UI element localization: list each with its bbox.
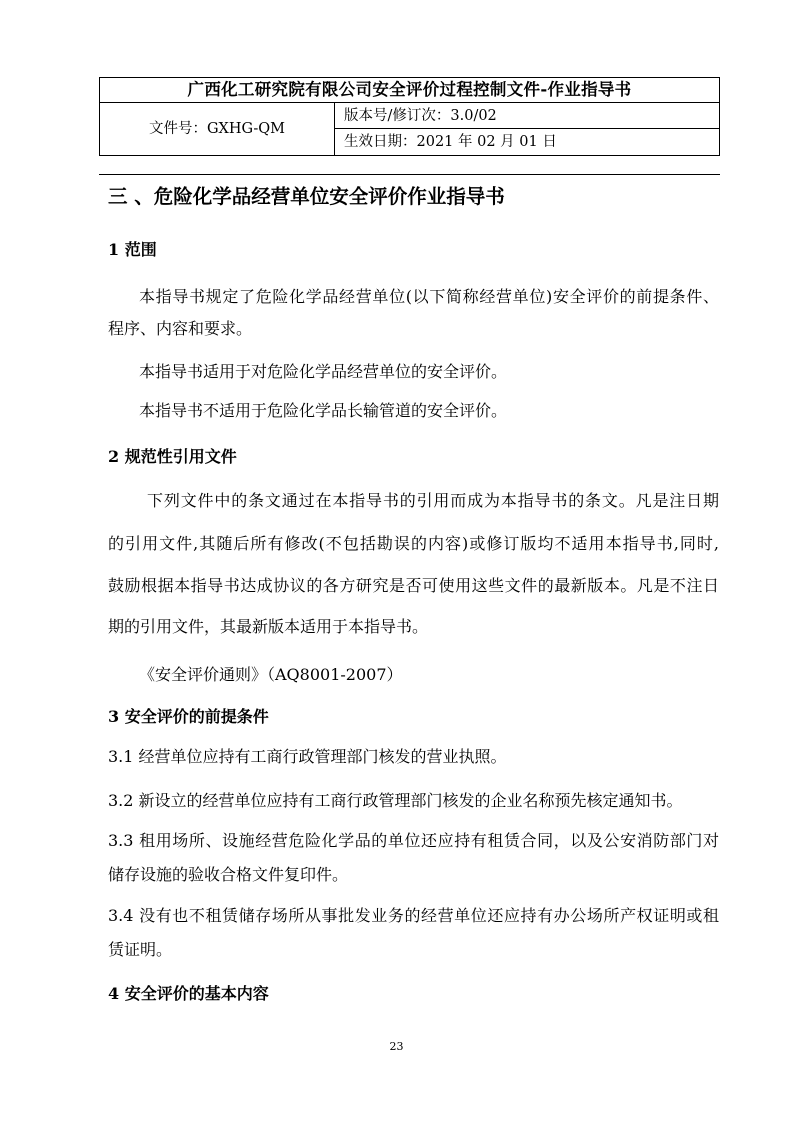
section-1-heading: 1 范围 bbox=[108, 240, 157, 259]
section-4-heading: 4 安全评价的基本内容 bbox=[108, 984, 269, 1003]
section-3-item-1: 3.1 经营单位应持有工商行政管理部门核发的营业执照。 bbox=[108, 747, 507, 766]
document-header-table bbox=[99, 77, 720, 156]
section-3-item-2: 3.2 新设立的经营单位应持有工商行政管理部门核发的企业名称预先核定通知书。 bbox=[108, 791, 683, 810]
section-3-item-4-line-2: 赁证明。 bbox=[108, 940, 173, 959]
reference-document: 《安全评价通则》（AQ8001-2007） bbox=[139, 665, 403, 684]
section-2-line-1: 下列文件中的条文通过在本指导书的引用而成为本指导书的条文。凡是注日期 bbox=[147, 491, 719, 510]
header-title: 广西化工研究院有限公司安全评价过程控制文件-作业指导书 bbox=[100, 78, 719, 103]
section-1-para-1-line-2: 程序、内容和要求。 bbox=[108, 319, 253, 338]
section-1-para-1-line-1: 本指导书规定了危险化学品经营单位(以下简称经营单位)安全评价的前提条件、 bbox=[139, 287, 719, 306]
section-3-heading: 3 安全评价的前提条件 bbox=[108, 707, 269, 726]
section-3-item-3-line-2: 储存设施的验收合格文件复印件。 bbox=[108, 865, 349, 884]
section-1-para-2: 本指导书适用于对危险化学品经营单位的安全评价。 bbox=[139, 362, 508, 381]
chapter-title: 三 、危险化学品经营单位安全评价作业指导书 bbox=[108, 185, 505, 208]
section-1-para-3: 本指导书不适用于危险化学品长输管道的安全评价。 bbox=[139, 401, 508, 420]
section-3-item-3-line-1: 3.3 租用场所、设施经营危险化学品的单位还应持有租赁合同，以及公安消防部门对 bbox=[108, 831, 719, 850]
section-3-item-4-line-1: 3.4 没有也不租赁储存场所从事批发业务的经营单位还应持有办公场所产权证明或租 bbox=[108, 906, 719, 925]
section-2-line-4: 期的引用文件，其最新版本适用于本指导书。 bbox=[108, 617, 429, 636]
section-2-line-3: 鼓励根据本指导书达成协议的各方研究是否可使用这些文件的最新版本。凡是不注日 bbox=[108, 576, 719, 595]
section-2-line-2: 的引用文件,其随后所有修改(不包括勘误的内容)或修订版均不适用本指导书,同时, bbox=[108, 534, 719, 553]
page-number: 23 bbox=[389, 1040, 404, 1053]
header-divider bbox=[99, 174, 720, 175]
effective-date: 生效日期：2021 年 02 月 01 日 bbox=[344, 134, 557, 150]
section-2-heading: 2 规范性引用文件 bbox=[108, 447, 237, 466]
document-number: 文件号：GXHG-QM bbox=[100, 103, 335, 156]
version-number: 版本号/修订次：3.0/02 bbox=[335, 103, 719, 129]
